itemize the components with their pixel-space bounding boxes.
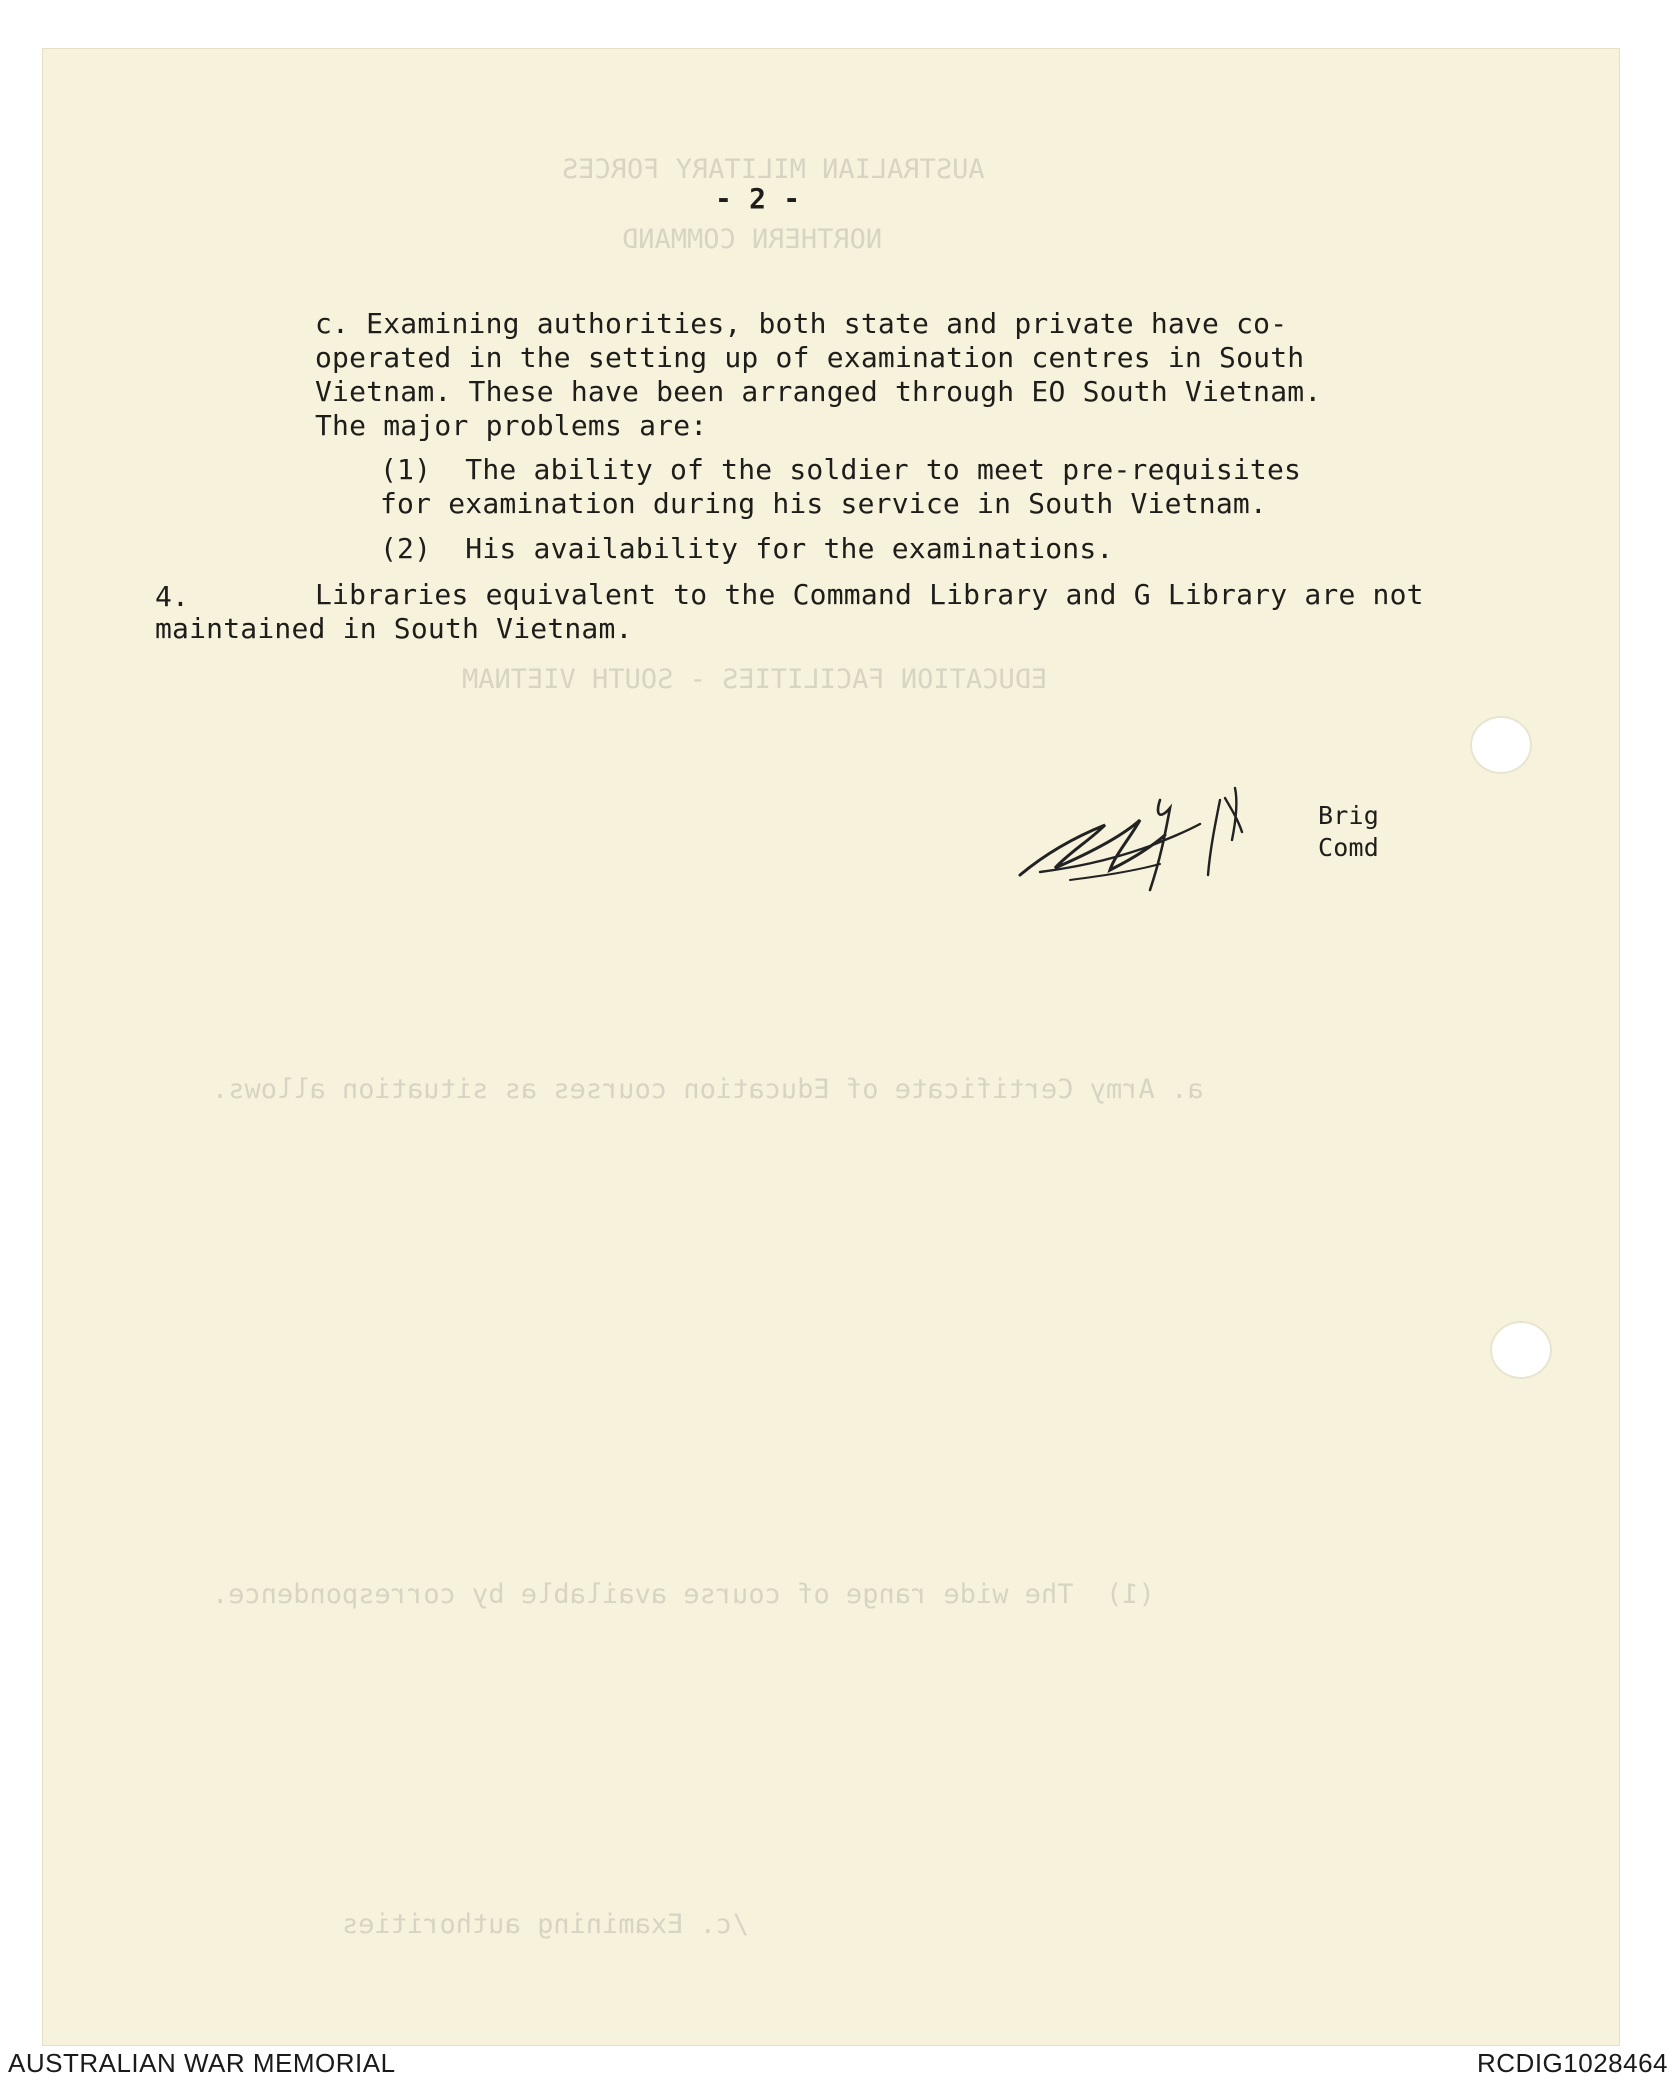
show-through-text: /c. Examining authorities [342,1909,749,1940]
text-line: Libraries equivalent to the Command Library and G Library are not [315,578,1424,611]
show-through-text: NORTHERN COMMAND [622,224,883,255]
show-through-text: EDUCATION FACILITIES - SOUTH VIETNAM [462,664,1048,695]
page-number: - 2 - [715,182,801,215]
text-line: c. Examining authorities, both state and private have co- [315,307,1288,340]
show-through-text: a. Army Certificate of Education courses as situation allows. [212,1074,1204,1105]
signature-rank: Brig [1318,801,1380,830]
signature [1010,780,1270,910]
punch-hole [1472,718,1530,772]
paragraph-number: 4. [155,580,190,613]
footer-source: AUSTRALIAN WAR MEMORIAL [8,2048,396,2078]
signature-role: Comd [1318,833,1380,862]
show-through-text: AUSTRALIAN MILITARY FORCES [562,154,985,185]
punch-hole [1492,1323,1550,1377]
text-line: operated in the setting up of examination centres in South [315,341,1305,374]
text-line: for examination during his service in South Vietnam. [380,487,1267,520]
show-through-text: (1) The wide range of course available by correspondence. [212,1579,1155,1610]
text-line: The major problems are: [315,409,708,442]
problem-2: (2) His availability for the examinations. [380,532,1114,565]
footer-id: RCDIG1028464 [1477,2048,1668,2078]
text-line: Vietnam. These have been arranged through EO South Vietnam. [315,375,1322,408]
text-line: maintained in South Vietnam. [155,612,633,645]
text-line: (1) The ability of the soldier to meet pre-requisites [380,453,1302,486]
